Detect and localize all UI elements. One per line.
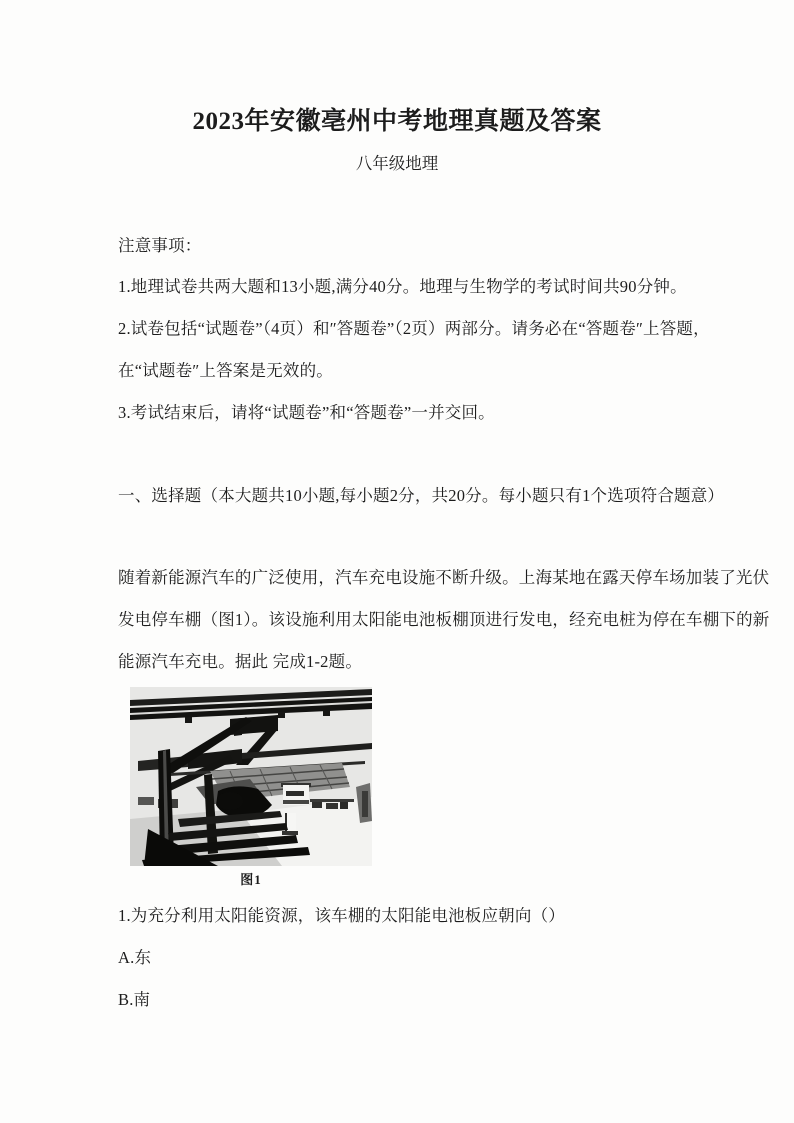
notice-line-3: 3.考试结束后，请将“试题卷”和“答题卷”一并交回。	[118, 403, 495, 422]
figure-caption: 图1	[240, 872, 262, 887]
passage-line-3: 能源汽车充电。据此 完成1-2题。	[118, 652, 363, 671]
passage-line-1: 随着新能源汽车的广泛使用，汽车充电设施不断升级。上海某地在露天停车场加装了光伏	[118, 568, 770, 587]
notice-heading: 注意事项：	[118, 236, 202, 255]
page-title: 2023年安徽亳州中考地理真题及答案	[192, 108, 602, 135]
page-subtitle: 八年级地理	[355, 154, 439, 173]
question-1-option-a: A.东	[118, 948, 152, 967]
notice-line-1: 1.地理试卷共两大题和13小题,满分40分。地理与生物学的考试时间共90分钟。	[118, 277, 687, 296]
solar-carport-photo	[130, 687, 372, 866]
figure-1	[130, 687, 372, 888]
notice-line-2: 2.试卷包括“试题卷”（4页）和″答题卷”（2页）两部分。请务必在“答题卷″上答题，	[118, 319, 710, 338]
passage-line-2: 发电停车棚（图1）。该设施利用太阳能电池板棚顶进行发电，经充电桩为停在车棚下的新	[118, 610, 770, 629]
section-heading: 一、选择题（本大题共10小题,每小题2分，共20分。每小题只有1个选项符合题意）	[118, 486, 725, 505]
question-1-option-b: B.南	[118, 990, 151, 1009]
question-1-stem: 1.为充分利用太阳能资源，该车棚的太阳能电池板应朝向（）	[118, 906, 565, 925]
notice-line-2-continued: 在“试题卷″上答案是无效的。	[118, 361, 333, 380]
